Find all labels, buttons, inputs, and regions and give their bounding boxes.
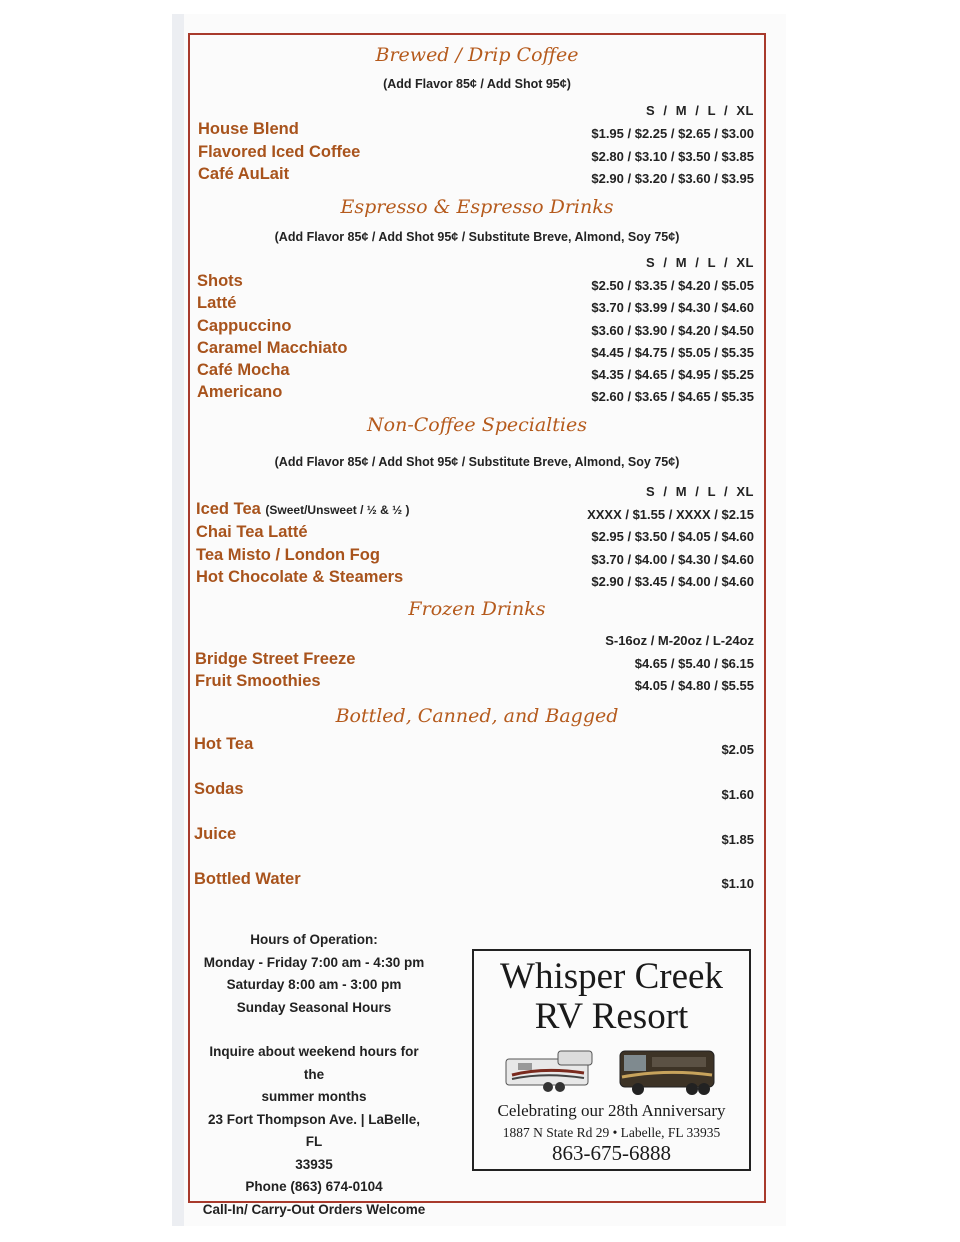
- menu-item-price: $2.60 / $3.65 / $4.65 / $5.35: [591, 389, 754, 404]
- address-zip: 33935: [295, 1156, 333, 1172]
- menu-item-price: $3.70 / $4.00 / $4.30 / $4.60: [591, 552, 754, 567]
- menu-item-price: $4.35 / $4.65 / $4.95 / $5.25: [591, 367, 754, 382]
- menu-item-name: Hot Chocolate & Steamers: [196, 568, 404, 586]
- size-header-non-coffee: S / M / L / XL: [646, 484, 754, 499]
- menu-item-price: $2.90 / $3.45 / $4.00 / $4.60: [591, 574, 754, 589]
- menu-item-name: Bottled Water: [194, 870, 301, 888]
- menu-item-price: $1.85: [721, 832, 754, 847]
- menu-item-name: Café AuLait: [198, 165, 290, 183]
- ad-address: 1887 N State Rd 29 • Labelle, FL 33935: [502, 1125, 721, 1140]
- rv-images: [474, 1045, 749, 1097]
- menu-item-price: $2.50 / $3.35 / $4.20 / $5.05: [591, 278, 754, 293]
- size-header-espresso: S / M / L / XL: [646, 255, 754, 270]
- menu-item-name: Americano: [197, 383, 283, 401]
- ad-name-line2: RV Resort: [534, 996, 689, 1037]
- spacer: [198, 1019, 430, 1041]
- menu-item-price: $2.05: [721, 742, 754, 757]
- section-note-espresso: (Add Flavor 85¢ / Add Shot 95¢ / Substitute Breve, Almond, Soy 75¢): [274, 230, 680, 244]
- menu-item-price: $2.95 / $3.50 / $4.05 / $4.60: [591, 529, 754, 544]
- menu-item-options: (Sweet/Unsweet / ½ & ½ ): [265, 503, 410, 517]
- section-title-bottled: Bottled, Canned, and Bagged: [335, 705, 619, 727]
- menu-item-price: $4.45 / $4.75 / $5.05 / $5.35: [591, 345, 754, 360]
- menu-item-name: Juice: [194, 825, 237, 843]
- menu-item-name: Flavored Iced Coffee: [198, 143, 361, 161]
- inquire-text: Inquire about weekend hours for the: [209, 1044, 419, 1082]
- section-title-non-coffee: Non-Coffee Specialties: [367, 414, 587, 436]
- hours-weekday: Monday - Friday 7:00 am - 4:30 pm: [203, 954, 425, 970]
- phone-number: Phone (863) 674-0104: [245, 1179, 383, 1194]
- menu-item-price: XXXX / $1.55 / XXXX / $2.15: [587, 507, 754, 522]
- menu-item-name: Caramel Macchiato: [197, 339, 348, 357]
- section-note-non-coffee: (Add Flavor 85¢ / Add Shot 95¢ / Substitute Breve, Almond, Soy 75¢): [274, 455, 680, 469]
- hours-saturday: Saturday 8:00 am - 3:00 pm: [226, 977, 402, 992]
- ad-tagline: Celebrating our 28th Anniversary: [497, 1101, 726, 1120]
- menu-item-price: $4.65 / $5.40 / $6.15: [634, 656, 754, 671]
- resort-ad: [472, 949, 751, 1171]
- menu-item-name: Fruit Smoothies: [195, 672, 321, 690]
- menu-item-name: Chai Tea Latté: [196, 523, 308, 541]
- menu-item-label: Iced Tea: [196, 500, 261, 518]
- menu-item-name: Sodas: [194, 780, 244, 798]
- inquire-text: summer months: [261, 1089, 367, 1104]
- section-note-brewed: (Add Flavor 85¢ / Add Shot 95¢): [383, 77, 571, 91]
- fifth-wheel-rv-icon: [504, 1045, 602, 1095]
- menu-item-name: Latté: [197, 294, 237, 312]
- orders-note: Call-In/ Carry-Out Orders Welcome: [202, 1201, 426, 1217]
- motorhome-rv-icon: [616, 1045, 720, 1097]
- address-line: 23 Fort Thompson Ave. | LaBelle, FL: [207, 1111, 421, 1149]
- menu-item-price: $2.90 / $3.20 / $3.60 / $3.95: [591, 171, 754, 186]
- section-title-frozen: Frozen Drinks: [408, 598, 546, 620]
- size-header-frozen: S-16oz / M-20oz / L-24oz: [605, 633, 754, 648]
- menu-item-price: $3.70 / $3.99 / $4.30 / $4.60: [591, 300, 754, 315]
- menu-item-name: Café Mocha: [197, 361, 290, 379]
- section-title-brewed: Brewed / Drip Coffee: [375, 44, 579, 66]
- hours-block: [198, 929, 430, 1221]
- menu-item-price: $2.80 / $3.10 / $3.50 / $3.85: [591, 149, 754, 164]
- menu-item-name: Shots: [197, 272, 243, 290]
- hours-sunday: Sunday Seasonal Hours: [236, 999, 392, 1015]
- hours-heading: Hours of Operation:: [250, 932, 378, 947]
- menu-item-name: House Blend: [198, 120, 299, 138]
- menu-item-price: $3.60 / $3.90 / $4.20 / $4.50: [591, 323, 754, 338]
- menu-item-price: $4.05 / $4.80 / $5.55: [634, 678, 754, 693]
- ad-name-line1: Whisper Creek: [500, 956, 723, 997]
- menu-item-name: Bridge Street Freeze: [195, 650, 356, 668]
- menu-item-name: Cappuccino: [197, 317, 292, 335]
- ad-phone: 863-675-6888: [552, 1141, 671, 1165]
- menu-item-name: Tea Misto / London Fog: [196, 546, 380, 564]
- section-title-espresso: Espresso & Espresso Drinks: [340, 196, 614, 218]
- menu-item-price: $1.95 / $2.25 / $2.65 / $3.00: [591, 126, 754, 141]
- size-header-brewed: S / M / L / XL: [646, 103, 754, 118]
- scan-edge: [172, 14, 184, 1226]
- menu-item-name: [196, 500, 409, 519]
- menu-item-price: $1.60: [721, 787, 754, 802]
- menu-item-name: Hot Tea: [194, 735, 254, 753]
- menu-item-price: $1.10: [721, 876, 754, 891]
